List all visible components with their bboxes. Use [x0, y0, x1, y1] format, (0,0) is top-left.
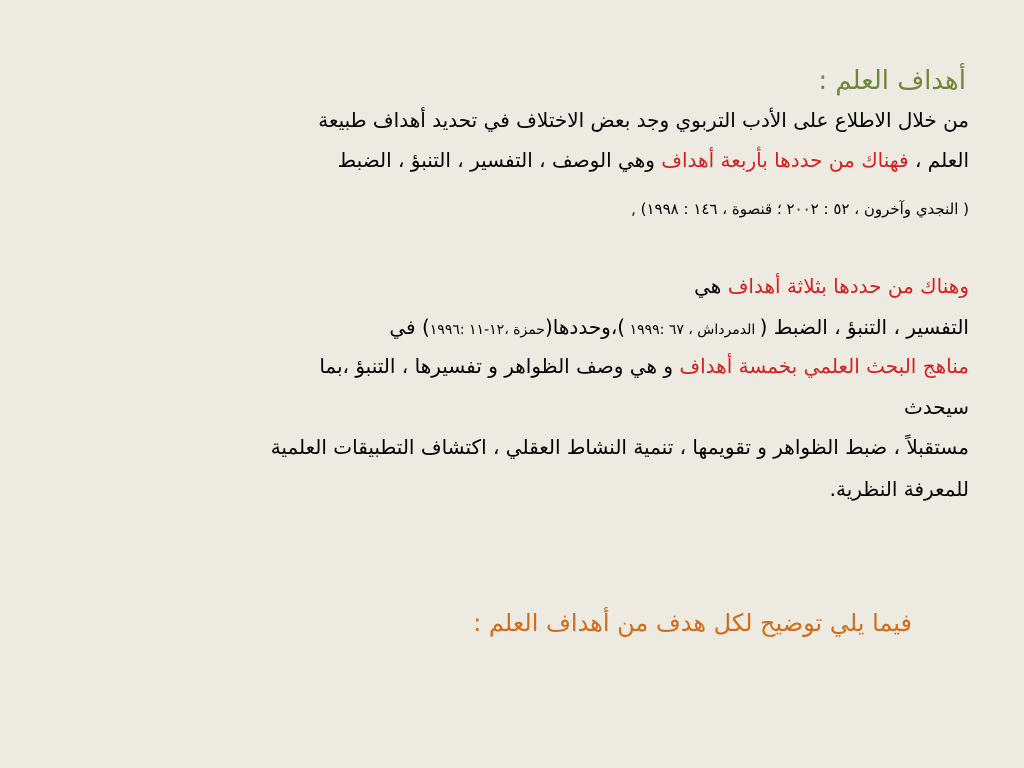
paragraph2-line3-end: و هي وصف الظواهر و تفسيرها ، التنبؤ ،بما — [319, 354, 680, 378]
intro-statement: فيما يلي توضيح لكل هدف من أهداف العلم : — [473, 609, 912, 637]
paragraph2-line2-mid: )،وحددها( — [544, 315, 626, 339]
citation-hamza: حمزة ،١٢-١١ :١٩٩٦ — [429, 322, 545, 338]
paragraph2-line2-end: ) في — [389, 315, 430, 339]
paragraph1-line1: من خلال الاطلاع على الأدب التربوي وجد بعض الاختلاف في تحديد أهداف طبيعة — [318, 108, 969, 132]
citation-damardash: الدمرداش ، ٦٧ :١٩٩٩ — [625, 322, 760, 338]
slide-title: أهداف العلم : — [818, 66, 966, 96]
paragraph2-line4: سيحدث — [903, 395, 969, 419]
paragraph2-line6: للمعرفة النظرية. — [829, 477, 969, 501]
paragraph2-line2 — [389, 313, 969, 344]
citation-line: ( النجدي وآخرون ، ٥٢ : ٢٠٠٢ ؛ قنصوة ، ١٤٦ : ١٩٩٨) , — [631, 200, 969, 218]
paragraph1-line2-start: العلم ، — [908, 148, 969, 172]
paragraph2-line5: مستقبلاً ، ضبط الظواهر و تقويمها ، تنمية النشاط العقلي ، اكتشاف التطبيقات العلمية — [270, 435, 969, 459]
three-goals-highlight: وهناك من حددها بثلاثة أهداف — [727, 274, 969, 298]
paragraph2-line2-text: التفسير ، التنبؤ ، الضبط ( — [759, 315, 969, 339]
paragraph1-line2 — [338, 146, 969, 174]
paragraph2-line3 — [319, 352, 969, 380]
paragraph1-line2-end: وهي الوصف ، التفسير ، التنبؤ ، الضبط — [337, 148, 662, 172]
five-goals-highlight: مناهج البحث العلمي بخمسة أهداف — [679, 354, 969, 378]
four-goals-highlight: فهناك من حددها بأربعة أهداف — [661, 148, 909, 172]
paragraph2-line1 — [694, 272, 969, 300]
paragraph2-line1-end: هي — [694, 274, 728, 298]
